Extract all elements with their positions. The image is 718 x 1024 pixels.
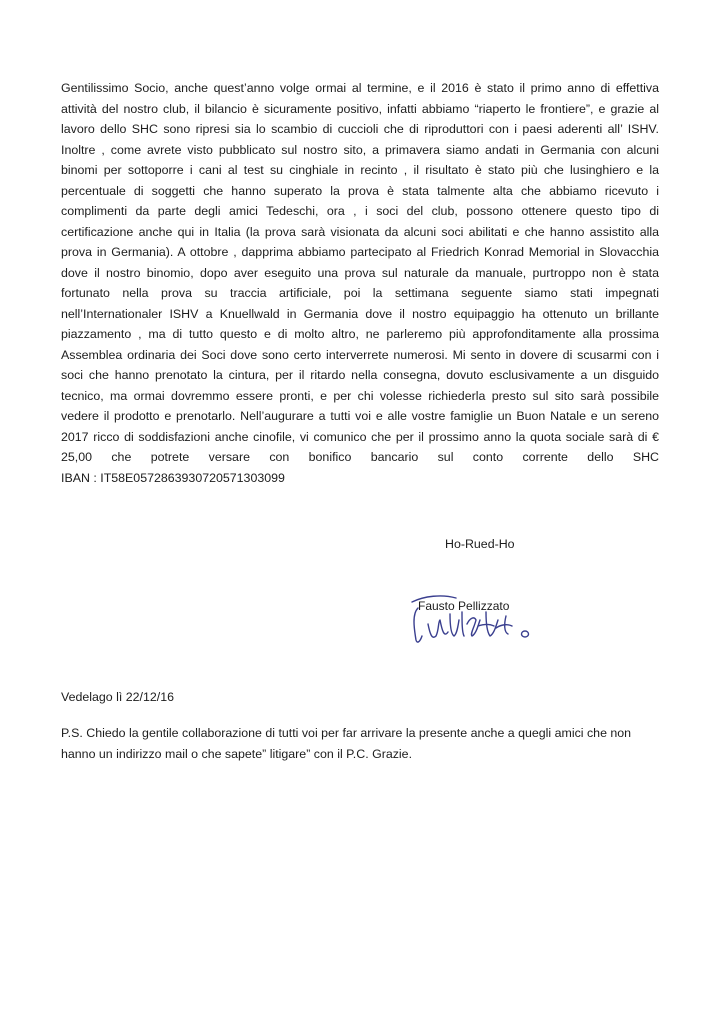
closing-greeting: Ho-Rued-Ho — [445, 537, 515, 551]
body-line: fortunato nella prova su traccia artificiale, poi la settimana seguente siamo stati impegnati — [61, 286, 659, 300]
postscript — [61, 723, 659, 764]
body-line: attività del nostro club, il bilancio è sicuramente positivo, infatti abbiamo “riaperto le frontiere”, e grazie al — [61, 101, 659, 116]
body-line: 25,00 che potrete versare con bonifico bancario sul conto corrente dello SHC — [61, 450, 659, 464]
body-line: complimenti da parte degli amici Tedeschi, ora , i soci del club, possono ottenere questo tipo di — [61, 204, 659, 218]
body-line: tecnico, ma ormai dovremmo essere pronti, e per chi volesse richiederla presto sul sito sarà possibile — [61, 388, 659, 403]
body-line: nell’Internationaler ISHV a Knuellwald in Germania dove il nostro equipaggio ha ottenuto un brillante — [61, 306, 659, 321]
body-line: certificazione anche qui in Italia (la prova sarà visionata da alcuni soci abilitati e che hanno assistito alla — [61, 224, 659, 239]
handwritten-signature — [404, 590, 564, 660]
body-line: percentuale di soggetti che hanno superato la prova è stata talmente alta che abbiamo ricevuto i — [61, 183, 659, 198]
body-line: vedere il prodotto e prenotarlo. Nell’augurare a tutti voi e alle vostre famiglie un Buon Natale e un sereno — [61, 409, 659, 423]
ps-line: P.S. Chiedo la gentile collaborazione di tutti voi per far arrivare la presente anche a quegli amici che non — [61, 726, 632, 740]
place-date: Vedelago lì 22/12/16 — [61, 690, 174, 704]
body-line: 2017 ricco di soddisfazioni anche cinofile, vi comunico che per il prossimo anno la quota sociale sarà di € — [61, 429, 659, 444]
body-line: soci che hanno prenotato la cintura, per il ritardo nella consegna, dovuto esclusivamente a un disguido — [61, 368, 659, 382]
body-line: Inoltre , come avrete visto pubblicato sul nostro sito, a primavera siamo andati in Germania con alcuni — [61, 142, 659, 157]
iban-line: IBAN : IT58E0572863930720571303099 — [61, 470, 285, 485]
body-line: prova in Germania). A ottobre , dapprima abbiamo partecipato al Friedrich Konrad Memorial in Slovacchia — [61, 245, 659, 259]
body-line: binomi per sottoporre i cani al test su cinghiale in recinto , il risultato è stato più che lusinghiero e la — [61, 163, 659, 177]
signature-block — [404, 590, 564, 660]
body-line: Gentilissimo Socio, anche quest’anno volge ormai al termine, e il 2016 è stato il primo anno di effettiva — [61, 81, 659, 95]
body-line: dove il nostro binomio, dopo aver eseguito una prova sul naturale da manuale, purtroppo non è stata — [61, 265, 659, 280]
signer-name: Fausto Pellizzato — [418, 599, 510, 613]
ps-line: hanno un indirizzo mail o che sapete” litigare” con il P.C. Grazie. — [61, 746, 413, 761]
body-line: piazzamento , ma di tutto questo e di molto altro, ne parleremo più approfonditamente alla prossima — [61, 327, 659, 341]
body-line: Assemblea ordinaria dei Soci dove sono certo interverrete numerosi. Mi sento in dovere di scusarmi con i — [61, 347, 659, 362]
body-line: lavoro dello SHC sono ripresi sia lo scambio di cuccioli che di riproduttori con i paesi aderenti all’ ISHV. — [61, 122, 659, 136]
letter-body — [61, 78, 659, 488]
